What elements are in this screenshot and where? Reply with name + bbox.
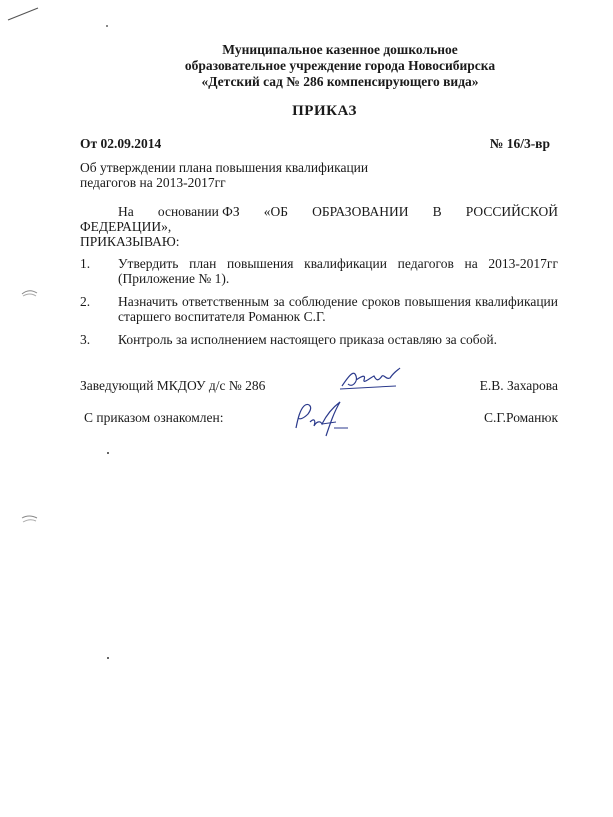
list-item — [80, 332, 558, 347]
head-name: Е.В. Захарова — [479, 378, 558, 393]
basis-word: ОБРАЗОВАНИИ — [312, 204, 409, 219]
item-number: 2. — [80, 294, 91, 309]
basis-line-3: ПРИКАЗЫВАЮ: — [80, 234, 180, 249]
order-date: От 02.09.2014 — [80, 136, 162, 151]
order-number: № 16/3-вр — [489, 136, 550, 151]
item-text: Контроль за исполнением настоящего приказа оставляю за собой. — [118, 332, 497, 347]
basis-word: РОССИЙСКОЙ — [465, 204, 558, 219]
basis-line-1 — [80, 204, 558, 219]
speck — [107, 657, 109, 659]
header-line-3: «Детский сад № 286 компенсирующего вида» — [201, 74, 479, 89]
document-title: ПРИКАЗ — [292, 103, 357, 119]
scan-mark-top-left — [6, 4, 42, 24]
item-number: 3. — [80, 332, 91, 347]
order-basis — [80, 204, 558, 249]
subject-line-1: Об утверждении плана повышения квалификации — [80, 160, 369, 175]
list-item — [80, 294, 558, 324]
speck — [107, 452, 109, 454]
acknowledgement-name: С.Г.Романюк — [483, 410, 558, 425]
order-items — [80, 256, 558, 355]
basis-word: основании ФЗ — [157, 204, 240, 219]
subject-line-2: педагогов на 2013-2017гг — [80, 175, 226, 190]
basis-line-2: ФЕДЕРАЦИИ», — [80, 219, 172, 234]
speck — [106, 25, 108, 27]
acknowledgement-label: С приказом ознакомлен: — [84, 410, 224, 425]
punch-hole-mark-1 — [20, 286, 40, 300]
list-item — [80, 256, 558, 286]
order-date-line — [80, 136, 550, 152]
header-line-1: Муниципальное казенное дошкольное — [222, 42, 458, 57]
order-subject — [80, 160, 420, 190]
item-text: Утвердить план повышения квалификации педагогов на 2013-2017гг (Приложение № 1). — [118, 256, 558, 286]
item-number: 1. — [80, 256, 91, 271]
basis-word: На — [118, 204, 134, 219]
basis-word: В — [432, 204, 442, 219]
punch-hole-mark-2 — [20, 512, 40, 526]
header-line-2: образовательное учреждение города Новосибирска — [184, 58, 496, 73]
head-title: Заведующий МКДОУ д/с № 286 — [80, 378, 266, 393]
item-text: Назначить ответственным за соблюдение сроков повышения квалификации старшего воспитателя Романюк С.Г. — [118, 294, 558, 324]
head-handwritten-signature — [336, 366, 408, 394]
organization-header — [100, 42, 580, 90]
head-signature-row — [80, 378, 558, 394]
acknowledgement-handwritten-signature — [286, 398, 366, 444]
basis-word: «ОБ — [263, 204, 288, 219]
